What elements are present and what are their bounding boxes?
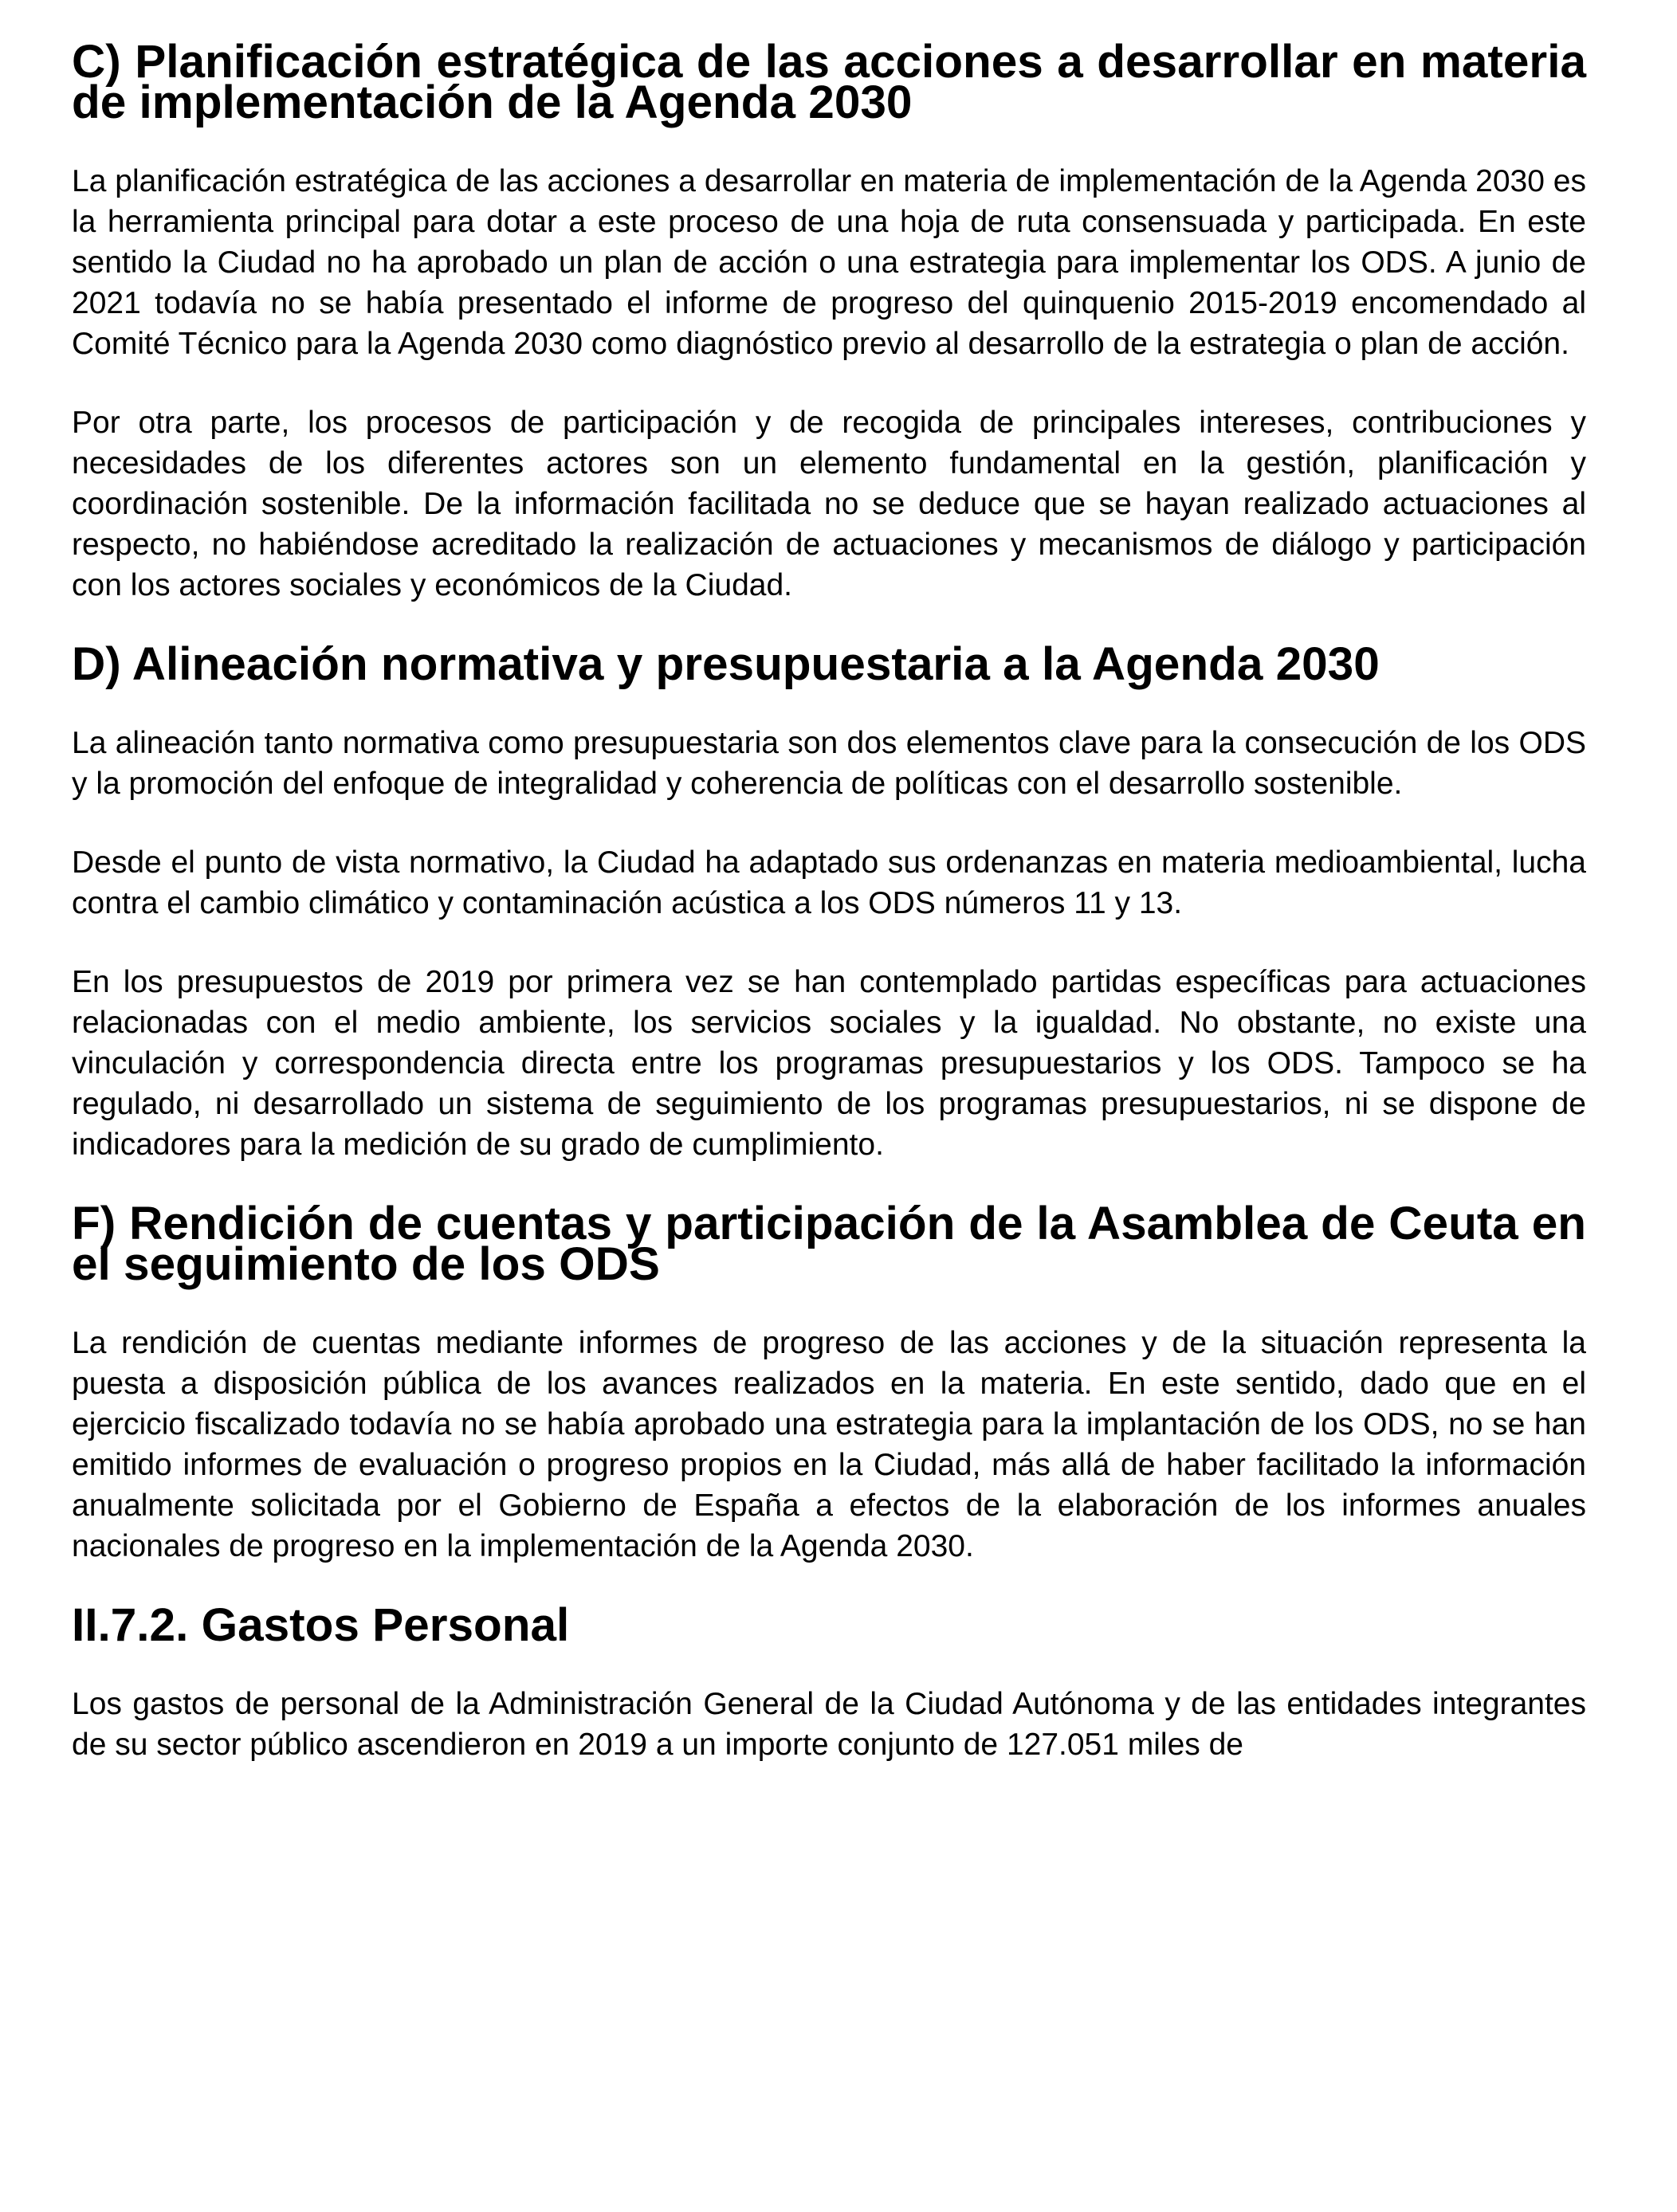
section-heading-c: C) Planificación estratégica de las acciones a desarrollar en materia de implementación de la Agenda 2030 — [72, 36, 1586, 128]
paragraph: Por otra parte, los procesos de participación y de recogida de principales intereses, contribuciones y necesidades de los diferentes actores son un elemento fundamental en la gestión, planificación y coordinación sostenible. De la información facilitada no se deduce que se hayan realizado actuaciones al respecto, no habiéndose acreditado la realización de actuaciones y mecanismos de diálogo y participación con los actores sociales y económicos de la Ciudad. — [72, 406, 1586, 602]
paragraph: La rendición de cuentas mediante informes de progreso de las acciones y de la situación representa la puesta a disposición pública de los avances realizados en la materia. En este sentido, dado que en el ejercicio fiscalizado todavía no se había aprobado una estrategia para la implantación de los ODS, no se han emitido informes de evaluación o progreso propios en la Ciudad, más allá de haber facilitado la información anualmente solicitada por el Gobierno de España a efectos de la elaboración de los informes anuales nacionales de progreso en la implementación de la Agenda 2030. — [72, 1326, 1586, 1563]
section-heading-ii-7-2: II.7.2. Gastos Personal — [72, 1599, 570, 1651]
section-heading-f: F) Rendición de cuentas y participación de la Asamblea de Ceuta en el seguimiento de los ODS — [72, 1198, 1586, 1290]
paragraph: La alineación tanto normativa como presupuestaria son dos elementos clave para la consecución de los ODS y la promoción del enfoque de integralidad y coherencia de políticas con el desarrollo sostenible. — [72, 726, 1586, 801]
paragraph: Desde el punto de vista normativo, la Ciudad ha adaptado sus ordenanzas en materia medioambiental, lucha contra el cambio climático y contaminación acústica a los ODS números 11 y 13. — [72, 845, 1586, 920]
paragraph: En los presupuestos de 2019 por primera vez se han contemplado partidas específicas para actuaciones relacionadas con el medio ambiente, los servicios sociales y la igualdad. No obstante, no existe una vinculación y correspondencia directa entre los programas presupuestarios y los ODS. Tampoco se ha regulado, ni desarrollado un sistema de seguimiento de los programas presupuestarios, ni se dispone de indicadores para la medición de su grado de cumplimiento. — [72, 965, 1586, 1162]
section-heading-d: D) Alineación normativa y presupuestaria a la Agenda 2030 — [72, 638, 1380, 690]
paragraph: La planificación estratégica de las acciones a desarrollar en materia de implementación de la Agenda 2030 es la herramienta principal para dotar a este proceso de una hoja de ruta consensuada y participada. En este sentido la Ciudad no ha aprobado un plan de acción o una estrategia para implementar los ODS. A junio de 2021 todavía no se había presentado el informe de progreso del quinquenio 2015-2019 encomendado al Comité Técnico para la Agenda 2030 como diagnóstico previo al desarrollo de la estrategia o plan de acción. — [72, 164, 1586, 361]
document-page — [72, 36, 1586, 1765]
paragraph: Los gastos de personal de la Administración General de la Ciudad Autónoma y de las entidades integrantes de su sector público ascendieron en 2019 a un importe conjunto de 127.051 miles de — [72, 1687, 1586, 1762]
